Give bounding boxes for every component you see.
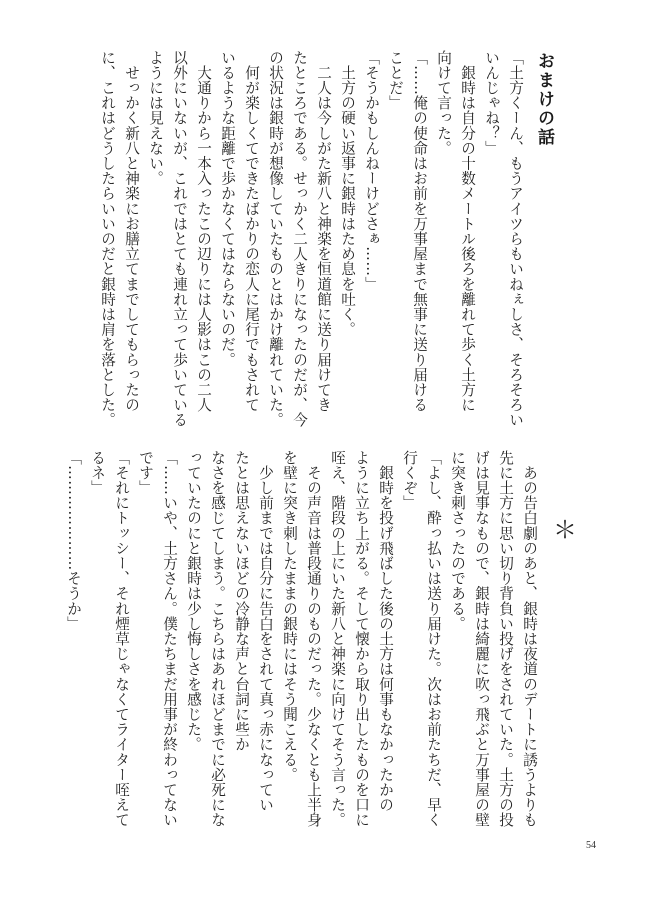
- text-column: です」: [137, 450, 154, 496]
- text-column: を壁に突き刺したままの銀時にはそう聞こえる。: [281, 450, 298, 783]
- section-break-asterisk: ＊: [553, 516, 577, 544]
- text-column: ようには見えない。: [147, 50, 164, 186]
- text-column: に、これはどうしたらいいのだと銀時は肩を落とした。: [99, 50, 116, 428]
- text-column: 「……俺の使命はお前を万事屋まで無事に送り届ける: [411, 50, 428, 413]
- text-column: なさを感じてしまう。こちらはあれほどまでに必死にな: [209, 450, 226, 828]
- text-column: ように立ち上がる。そして懐から取り出したものを口に: [353, 450, 370, 828]
- text-column: 「それにトッシー、それ煙草じゃなくてライター咥えて: [113, 450, 130, 828]
- text-column: 「そうかもしんねーけどさぁ……」: [363, 50, 380, 292]
- text-column: せっかく新八と神楽にお膳立てまでしてもらったの: [123, 50, 140, 413]
- text-column: るネ」: [89, 450, 106, 496]
- text-column: いるような距離で歩かなくてはならないのだ。: [219, 50, 236, 368]
- text-column: 「よし、酔っ払いは送り届けた。次はお前たちだ、早く: [425, 450, 442, 828]
- text-column: ことだ」: [387, 50, 404, 111]
- text-column: の状況は銀時が想像していたものとはかけ離れていた。: [267, 50, 284, 428]
- text-column: 「…………………そうか」: [65, 450, 82, 632]
- top-text-block: [95, 50, 527, 428]
- text-column: に突き刺さったのである。: [449, 450, 466, 632]
- text-column: 銀時は自分の十数メートル後ろを離れて歩く土方に: [459, 50, 476, 413]
- text-column: 行くぞ」: [401, 450, 418, 511]
- page-number: 54: [586, 840, 596, 851]
- text-column: 向けて言った。: [435, 50, 452, 156]
- text-column: 少し前までは自分に告白をされて真っ赤になってい: [257, 450, 274, 813]
- text-column: 大通りから一本入ったこの辺りには人影はこの二人: [195, 50, 212, 413]
- text-column: 「……いや、土方さん。僕たちまだ用事が終わってない: [161, 450, 178, 828]
- text-column: 何が楽しくてできたばかりの恋人に尾行でもされて: [243, 50, 260, 413]
- text-column: 二人は今しがた新八と神楽を恒道館に送り届けてき: [315, 50, 332, 413]
- text-column: たとは思えないほどの冷静な声と台詞に些か: [233, 450, 250, 752]
- text-column: 土方の硬い返事に銀時はため息を吐く。: [339, 50, 356, 337]
- bottom-text-block: [61, 450, 541, 828]
- text-column: っていたのにと銀時は少し悔しさを感じた。: [185, 450, 202, 752]
- text-column: いんじゃね？」: [483, 50, 500, 156]
- chapter-title: おまけの話: [534, 52, 554, 147]
- text-column: げは見事なもので、銀時は綺麗に吹っ飛ぶと万事屋の壁: [473, 450, 490, 828]
- text-column: 先に土方に思い切り背負い投げをされていた。土方の投: [497, 450, 514, 828]
- text-column: あの告白劇のあと、銀時は夜道のデートに誘うよりも: [521, 450, 538, 828]
- text-column: 以外にいないが、これではとても連れ立って歩いている: [171, 50, 188, 428]
- text-column: 銀時を投げ飛ばした後の土方は何事もなかったかの: [377, 450, 394, 813]
- text-column: 咥え、階段の上にいた新八と神楽に向けてそう言った。: [329, 450, 346, 828]
- text-column: たところである。せっかく二人きりになったのだが、今: [291, 50, 308, 428]
- text-column: その声音は普段通りのものだった。少なくとも上半身: [305, 450, 322, 828]
- text-column: 「土方くーん、もうアイツらもいねぇしさ、そろそろい: [507, 50, 524, 428]
